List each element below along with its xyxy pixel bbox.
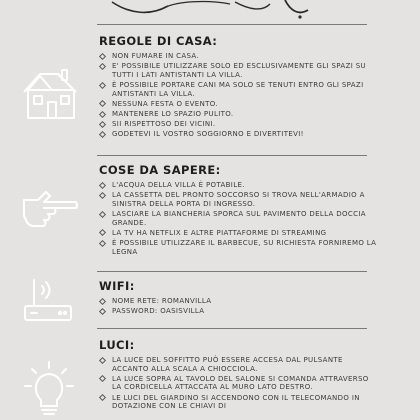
diamond-bullet-icon <box>99 375 106 382</box>
script-title-flourish <box>0 0 420 22</box>
list-item: LA CASSETTA DEL PRONTO SOCCORSO SI TROVA NELL'ARMADIO A SINISTRA DELLA PORTA DI INGRESSO. <box>97 191 377 208</box>
diamond-bullet-icon <box>99 82 106 89</box>
list-item: NESSUNA FESTA O EVENTO. <box>97 100 377 109</box>
diamond-bullet-icon <box>99 121 106 128</box>
rules-list <box>97 52 377 139</box>
house-icon <box>18 66 82 122</box>
list-item: NON FUMARE IN CASA. <box>97 52 377 61</box>
diamond-bullet-icon <box>99 298 106 305</box>
list-item: LE LUCI DEL GIARDINO SI ACCENDONO CON IL TELECOMANDO IN DOTAZIONE CON LE CHIAVI DI <box>97 394 377 411</box>
divider <box>97 155 367 156</box>
script-title <box>0 0 420 22</box>
list-item: SII RISPETTOSO DEI VICINI. <box>97 120 377 129</box>
diamond-bullet-icon <box>99 110 106 117</box>
list-item: LA TV HA NETFLIX E ALTRE PIATTAFORME DI STREAMING <box>97 229 377 238</box>
diamond-bullet-icon <box>99 53 106 60</box>
section-wifi <box>97 279 377 317</box>
diamond-bullet-icon <box>99 357 106 364</box>
diamond-bullet-icon <box>99 211 106 218</box>
section-luci <box>97 338 377 412</box>
section-title: WIFI: <box>99 279 135 293</box>
diamond-bullet-icon <box>99 308 106 315</box>
list-item: MANTENERE LO SPAZIO PULITO. <box>97 110 377 119</box>
section-title: LUCI: <box>99 338 135 352</box>
section-title: REGOLE DI CASA: <box>99 34 218 48</box>
info-list <box>97 181 377 256</box>
diamond-bullet-icon <box>99 131 106 138</box>
list-item: LASCIARE LA BIANCHERIA SPORCA SUL PAVIMENTO DELLA DOCCIA GRANDE. <box>97 210 377 227</box>
list-item: LA LUCE SOPRA AL TAVOLO DEL SALONE SI COMANDA ATTRAVERSO LA CORDICELLA ATTACCATA AL MURO LATO DESTRO. <box>97 375 377 392</box>
wifi-list <box>97 297 377 316</box>
diamond-bullet-icon <box>99 192 106 199</box>
section-regole <box>97 34 377 141</box>
diamond-bullet-icon <box>99 394 106 401</box>
list-item: È POSSIBILE UTILIZZARE IL BARBECUE, SU RICHIESTA FORNIREMO LA LEGNA <box>97 239 377 256</box>
list-item: LA LUCE DEL SOFFITTO PUÒ ESSERE ACCESA DAL PULSANTE ACCANTO ALLA SCALA A CHIOCCIOLA. <box>97 356 377 373</box>
section-title: COSE DA SAPERE: <box>99 163 221 177</box>
diamond-bullet-icon <box>99 239 106 246</box>
lightbulb-icon <box>22 360 76 418</box>
diamond-bullet-icon <box>99 229 106 236</box>
diamond-bullet-icon <box>99 100 106 107</box>
list-item: GODETEVI IL VOSTRO SOGGIORNO E DIVERTITEVI! <box>97 130 377 139</box>
list-item: E' POSSIBILE UTILIZZARE SOLO ED ESCLUSIVAMENTE GLI SPAZI SU TUTTI I LATI ANTISTANTI LA VILLA. <box>97 62 377 79</box>
wifi-router-icon <box>22 276 74 326</box>
divider <box>97 24 367 25</box>
list-item: È POSSIBILE PORTARE CANI MA SOLO SE TENUTI ENTRO GLI SPAZI ANTISTANTI LA VILLA. <box>97 81 377 98</box>
diamond-bullet-icon <box>99 63 106 70</box>
list-item: L'ACQUA DELLA VILLA È POTABILE. <box>97 181 377 190</box>
diamond-bullet-icon <box>99 182 106 189</box>
pointing-hand-icon <box>20 186 80 230</box>
section-cose-da-sapere <box>97 163 377 258</box>
divider <box>97 328 367 329</box>
lights-list <box>97 356 377 411</box>
list-item: NOME RETE: ROMANVILLA <box>97 297 377 306</box>
divider <box>97 271 367 272</box>
list-item: PASSWORD: OASISVILLA <box>97 307 377 316</box>
